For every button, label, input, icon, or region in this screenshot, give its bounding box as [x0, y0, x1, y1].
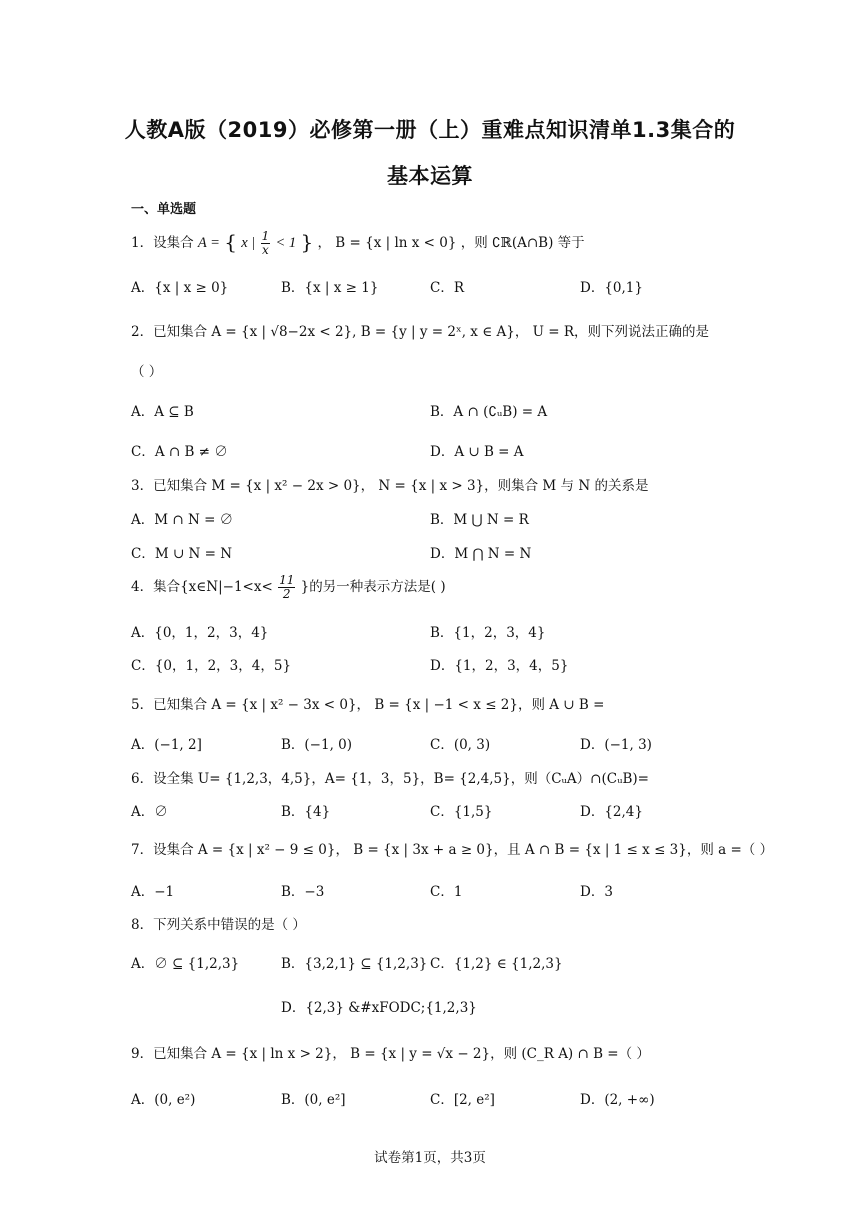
question-1-stem: 1．设集合 A = { x | $\frac{1}{x}$ < 1 } ， B = {x | ln x < 0} ，则 ∁ℝ(A∩B) 等于 — [131, 229, 585, 257]
question-8-option-b: B．{3,2,1} ⊆ {1,2,3} — [281, 956, 428, 972]
fraction-1-over-x: $\frac{1}{x}$ — [261, 229, 270, 257]
question-7-option-d: D．3 — [580, 884, 613, 900]
question-1-option-a: A．{x | x ≥ 0} — [131, 280, 229, 296]
question-3-option-b: B．M ⋃ N = R — [430, 512, 529, 528]
question-2-option-c: C．A ∩ B ≠ ∅ — [131, 444, 228, 460]
question-2-answer-brackets: （ ） — [131, 364, 163, 380]
question-2-option-a: A．A ⊆ B — [131, 404, 194, 420]
question-9-option-c: C．[2, e²] — [430, 1092, 495, 1108]
question-3-option-d: D．M ⋂ N = N — [430, 546, 532, 562]
question-5-option-b: B．(−1, 0) — [281, 737, 353, 753]
question-6-option-b: B．{4} — [281, 804, 331, 820]
question-2-option-b: B．A ∩ (∁ᵤB) = A — [430, 404, 548, 420]
question-7-option-b: B．−3 — [281, 884, 325, 900]
question-8-stem: 8．下列关系中错误的是（ ） — [131, 917, 306, 933]
question-8-option-c: C．{1,2} ∈ {1,2,3} — [430, 956, 563, 972]
question-9-option-d: D．(2, +∞) — [580, 1092, 655, 1108]
document-title-line-2: 基本运算 — [387, 164, 473, 188]
page-footer: 试卷第1页，共3页 — [374, 1150, 486, 1166]
question-9-option-b: B．(0, e²] — [281, 1092, 346, 1108]
question-6-option-c: C．{1,5} — [430, 804, 493, 820]
question-3-option-a: A．M ∩ N = ∅ — [131, 512, 234, 528]
question-1-option-b: B．{x | x ≥ 1} — [281, 280, 379, 296]
question-1-option-d: D．{0,1} — [580, 280, 643, 296]
question-4-stem: 4．集合{x∈N|−1<x< $\frac{11}{2}$ }的另一种表示方法是( ) — [131, 573, 446, 601]
question-6-option-d: D．{2,4} — [580, 804, 643, 820]
question-5-option-c: C．(0, 3) — [430, 737, 491, 753]
document-title-line-1: 人教A版（2019）必修第一册（上）重难点知识清单1.3集合的 — [124, 118, 736, 142]
question-8-option-d: D．{2,3} &#xFODC;{1,2,3} — [281, 1000, 477, 1016]
question-3-option-c: C．M ∪ N = N — [131, 546, 233, 562]
question-9-option-a: A．(0, e²) — [131, 1092, 196, 1108]
question-7-option-a: A．−1 — [131, 884, 175, 900]
fraction-11-over-2: $\frac{11}{2}$ — [279, 573, 295, 601]
question-5-stem: 5．已知集合 A = {x | x² − 3x < 0}， B = {x | −1 < x ≤ 2}，则 A ∪ B = — [131, 697, 605, 713]
question-6-stem: 6．设全集 U= {1,2,3，4,5}，A= {1，3，5}，B= {2,4,5}，则（CᵤA）∩(CᵤB)= — [131, 771, 649, 787]
question-5-option-a: A．(−1, 2] — [131, 737, 202, 753]
question-2-stem: 2．已知集合 A = {x | √8−2x < 2}, B = {y | y = 2ˣ, x ∈ A}， U = R，则下列说法正确的是 — [131, 324, 710, 340]
question-7-option-c: C．1 — [430, 884, 463, 900]
question-4-option-d: D．{1，2，3，4，5} — [430, 658, 569, 674]
question-5-option-d: D．(−1, 3) — [580, 737, 652, 753]
question-4-option-b: B．{1，2，3，4} — [430, 625, 546, 641]
question-8-option-a: A．∅ ⊆ {1,2,3} — [131, 956, 240, 972]
question-3-stem: 3．已知集合 M = {x | x² − 2x > 0}， N = {x | x > 3}，则集合 M 与 N 的关系是 — [131, 478, 649, 494]
question-6-option-a: A．∅ — [131, 804, 168, 820]
question-4-option-c: C．{0，1，2，3，4，5} — [131, 658, 292, 674]
question-7-stem: 7．设集合 A = {x | x² − 9 ≤ 0}， B = {x | 3x + a ≥ 0}，且 A ∩ B = {x | 1 ≤ x ≤ 3}，则 a =（ ） — [131, 842, 774, 858]
section-heading: 一、单选题 — [131, 202, 197, 217]
question-2-option-d: D．A ∪ B = A — [430, 444, 524, 460]
question-4-option-a: A．{0，1，2，3，4} — [131, 625, 269, 641]
question-1-option-c: C．R — [430, 280, 464, 296]
question-9-stem: 9．已知集合 A = {x | ln x > 2}， B = {x | y = √x − 2}，则 (C_R A) ∩ B =（ ） — [131, 1046, 650, 1062]
